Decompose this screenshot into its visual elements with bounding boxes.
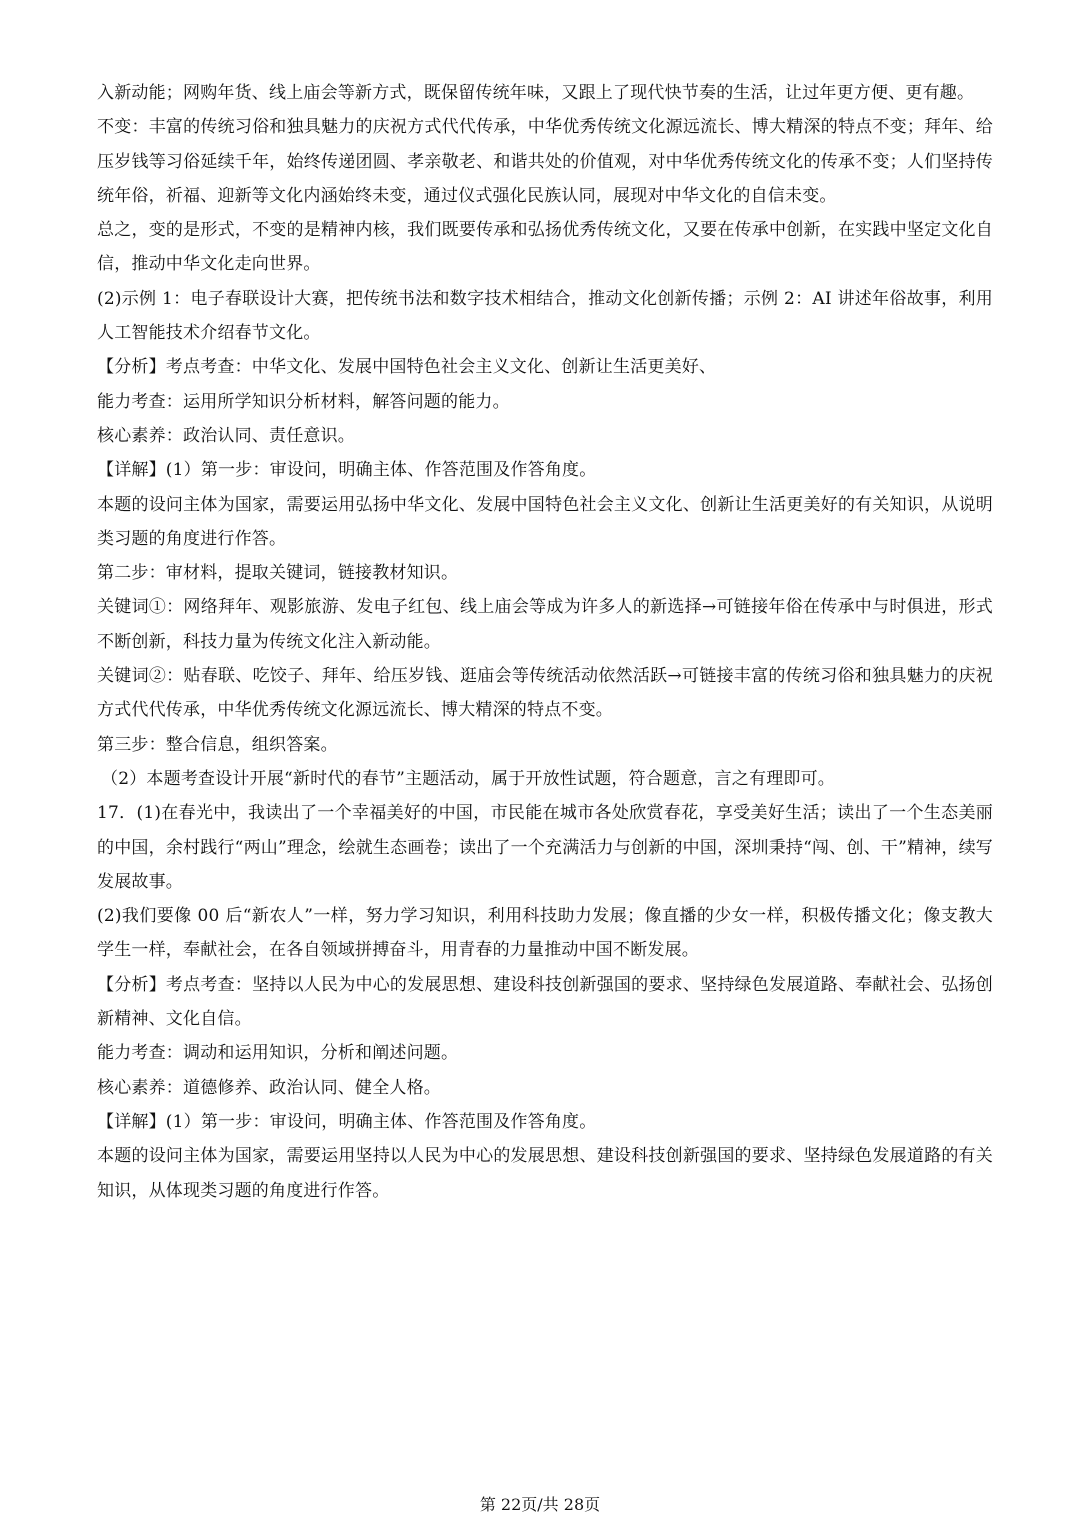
paragraph-step3: 第三步：整合信息，组织答案。 [97,734,338,755]
paragraph-q17-ability: 能力考查：调动和运用知识，分析和阐述问题。 [97,1043,459,1064]
paragraph-unchanged: 不变：丰富的传统习俗和独具魅力的庆祝方式代代传承，中华优秀传统文化源远流长、博大精深的特点不变；拜年、给压岁钱等习俗延续千年，始终传递团圆、孝亲敬老、和谐共处的价值观，对中华优秀传统文化的传承不变；人们坚持传统年俗，祈福、迎新等文化内涵始终未变，通过仪式强化民族认同，展现对中华文化的自信未变。 [97,117,993,206]
paragraph-q17-detail-step1: 【详解】(1）第一步：审设问，明确主体、作答范围及作答角度。 [97,1111,597,1132]
page-number: 第 22页/共 28页 [479,1495,601,1514]
page-body [97,76,993,1208]
paragraph-examples: (2)示例 1：电子春联设计大赛，把传统书法和数字技术相结合，推动文化创新传播；示例 2：AI 讲述年俗故事，利用人工智能技术介绍春节文化。 [97,288,993,344]
paragraph-keyword-2: 关键词②：贴春联、吃饺子、拜年、给压岁钱、逛庙会等传统活动依然活跃→可链接丰富的传统习俗和独具魅力的庆祝方式代代传承，中华优秀传统文化源远流长、博大精深的特点不变。 [97,666,993,721]
paragraph-q17-part1: 17．(1)在春光中，我读出了一个幸福美好的中国，市民能在城市各处欣赏春花，享受美好生活；读出了一个生态美丽的中国，余村践行“两山”理念，绘就生态画卷；读出了一个充满活力与创新的中国，深圳秉持“闯、创、干”精神，续写发展故事。 [97,803,993,892]
paragraph-core-literacy: 核心素养：政治认同、责任意识。 [97,425,355,446]
paragraph-q17-analysis: 【分析】考点考查：坚持以人民为中心的发展思想、建设科技创新强国的要求、坚持绿色发展道路、奉献社会、弘扬创新精神、文化自信。 [97,974,993,1030]
paragraph-analysis-topics: 【分析】考点考查：中华文化、发展中国特色社会主义文化、创新让生活更美好、 [97,357,717,378]
paragraph-summary: 总之，变的是形式，不变的是精神内核，我们既要传承和弘扬优秀传统文化，又要在传承中创新，在实践中坚定文化自信，推动中华文化走向世界。 [97,220,993,275]
paragraph-q17-subject: 本题的设问主体为国家，需要运用坚持以人民为中心的发展思想、建设科技创新强国的要求、坚持绿色发展道路的有关知识，从体现类习题的角度进行作答。 [97,1146,993,1201]
paragraph-part2-note: （2）本题考查设计开展“新时代的春节”主题活动，属于开放性试题，符合题意，言之有理即可。 [101,768,835,789]
paragraph-step2: 第二步：审材料，提取关键词，链接教材知识。 [97,563,459,584]
paragraph-keyword-1: 关键词①：网络拜年、观影旅游、发电子红包、线上庙会等成为许多人的新选择→可链接年俗在传承中与时俱进，形式不断创新，科技力量为传统文化注入新动能。 [97,597,993,652]
paragraph-q17-core-literacy: 核心素养：道德修养、政治认同、健全人格。 [97,1077,441,1098]
paragraph-new-momentum: 入新动能；网购年货、线上庙会等新方式，既保留传统年味，又跟上了现代快节奏的生活，让过年更方便、更有趣。 [97,83,975,103]
paragraph-q17-part2: (2)我们要像 00 后“新农人”一样，努力学习知识，利用科技助力发展；像直播的少女一样，积极传播文化；像支教大学生一样，奉献社会，在各自领域拼搏奋斗，用青春的力量推动中国不断发展。 [97,906,993,961]
paragraph-subject: 本题的设问主体为国家，需要运用弘扬中华文化、发展中国特色社会主义文化、创新让生活更美好的有关知识，从说明类习题的角度进行作答。 [97,494,993,549]
paragraph-ability: 能力考查：运用所学知识分析材料，解答问题的能力。 [97,391,510,412]
paragraph-detail-step1: 【详解】(1）第一步：审设问，明确主体、作答范围及作答角度。 [97,460,597,481]
